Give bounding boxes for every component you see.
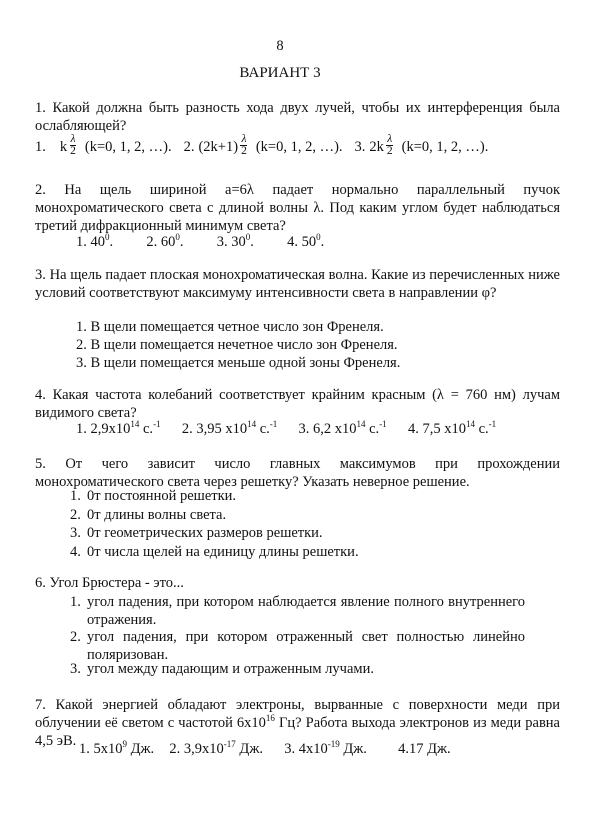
q3-option-1: 1. В щели помещается четное число зон Френеля. — [76, 319, 384, 335]
question-4-text: 4. Какая частота колебаний соответствует крайним красным (λ = 760 нм) лучам видимого света? — [35, 387, 560, 421]
frac-denominator: 2 — [386, 144, 393, 157]
question-1-text: 1. Какой должна быть разность хода двух лучей, чтобы их интерференция была ослабляющей? — [35, 100, 560, 134]
q4-answer-1: 1. $2,9x10^{14}$ с.$^{-1}$ — [76, 419, 161, 437]
q7-answer-2: 2. $3,9x10^{-17}$ Дж. — [169, 739, 263, 757]
q4-answer-4: 4. 7,5 $x10^{14}$ с.$^{-1}$ — [407, 419, 497, 437]
q5-option-2: 2. 0т длины волны света. — [70, 507, 227, 523]
q1-option-3-condition: (k=0, 1, 2, …). — [401, 138, 489, 155]
q1-option-1-k: k — [59, 138, 68, 155]
frac-denominator: 2 — [241, 144, 247, 157]
question-6-text: 6. Угол Брюстера - это... — [35, 575, 184, 591]
q1-option-1-fraction — [69, 134, 77, 157]
q5-option-1: 1. 0т постоянной решетки. — [70, 488, 237, 504]
frac-denominator: 2 — [70, 144, 76, 157]
q1-option-2-condition: (k=0, 1, 2, …). — [255, 138, 343, 155]
q7-answer-4: 4.17 Дж. — [398, 741, 451, 757]
q1-option-3-k: 2k — [369, 138, 384, 155]
q5-option-4: 4. 0т числа щелей на единицу длины решетки. — [70, 544, 359, 560]
q1-option-1-number: 1. — [35, 138, 46, 155]
question-4-answers — [76, 421, 496, 438]
q1-option-1-condition: (k=0, 1, 2, …). — [84, 138, 172, 155]
q1-option-2-fraction — [240, 134, 248, 157]
question-3-text: 3. На щель падает плоская монохроматическая волна. Какие из перечисленных ниже условий соответствуют максимуму интенсивности света в направлении φ? — [35, 267, 560, 301]
q2-answer-4: 4. $50^0$. — [287, 232, 325, 250]
q6-option-1: 1. угол падения, при котором наблюдается явление полного внутреннего отражения. — [70, 594, 525, 628]
q7-answer-1: 1. $5x10^9$ Дж. — [79, 739, 155, 757]
q1-option-2-k: (2k+1) — [198, 138, 239, 155]
q3-option-2: 2. В щели помещается нечетное число зон Френеля. — [76, 337, 398, 353]
page-number: 8 — [276, 38, 284, 54]
q1-option-3-number: 3. — [354, 138, 366, 155]
q2-answer-2: 2. $60^0$. — [146, 232, 184, 250]
q1-option-3-fraction — [386, 134, 394, 157]
question-5-text: 5. От чего зависит число главных максимумов при прохождении монохроматического света через решетку? Указать неверное решение. — [35, 456, 560, 490]
q6-option-3: 3. угол между падающим и отраженным лучами. — [70, 661, 374, 677]
frac-numerator: λ — [241, 132, 247, 145]
frac-numerator: λ — [70, 132, 76, 145]
q2-answer-3: 3. $30^0$. — [216, 232, 254, 250]
q4-answer-3: 3. 6,2 $x10^{14}$ с.$^{-1}$ — [298, 419, 387, 437]
q6-option-2: 2. угол падения, при котором отраженный свет полностью линейно поляризован. — [70, 629, 525, 663]
question-1-options — [35, 133, 488, 161]
q1-option-2-number: 2. — [183, 138, 195, 155]
question-2-text: 2. На щель шириной a=6λ падает нормально параллельный пучок монохроматического света с длиной волны λ. Под каким углом будет наблюдаться третий дифракционный минимум света? — [35, 182, 560, 234]
q7-answer-3: 3. $4x10^{-19}$ Дж. — [284, 739, 367, 757]
frac-numerator: λ — [387, 132, 393, 145]
question-7-answers — [79, 741, 451, 758]
question-2-answers — [76, 234, 324, 251]
q2-answer-1: 1. $40^0$. — [76, 232, 114, 250]
page-title: ВАРИАНТ 3 — [239, 65, 321, 81]
q4-answer-2: 2. 3,95 $x10^{14}$ с.$^{-1}$ — [181, 419, 278, 437]
q5-option-3: 3. 0т геометрических размеров решетки. — [70, 525, 323, 541]
q3-option-3: 3. В щели помещается меньше одной зоны Френеля. — [76, 355, 401, 371]
question-7-text: 7. Какой энергией обладают электроны, вырванные с поверхности меди при облучении её светом с частотой $6x10^{16}$ Гц? Работа выхода электронов из меди равна 4,5 эВ. — [35, 697, 560, 749]
